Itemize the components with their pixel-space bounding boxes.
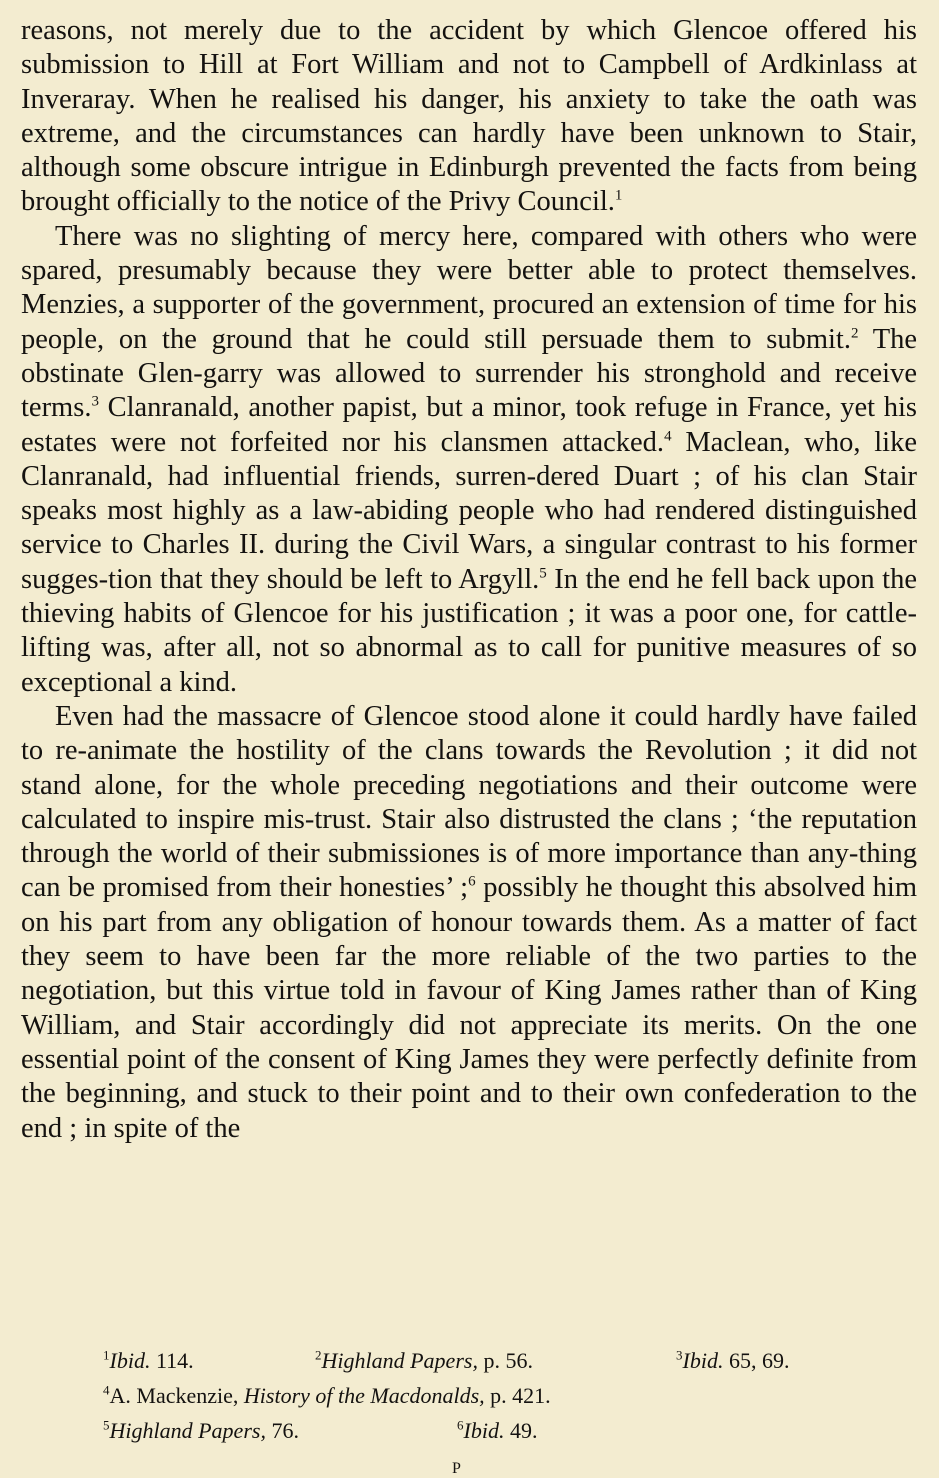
text-run: Maclean, who, like Clanranald, had influential friends, surren-dered Duart ; of his clan Stair speaks most highly as a law-abiding people who had rendered distinguished service to Charles II. during the Civil Wars, a singular contrast to his former sugges-tion that they should be left to Argyll.: [21, 426, 917, 595]
footnote-text: 49.: [504, 1418, 538, 1443]
text-run: reasons, not merely due to the accident by which Glencoe offered his submission to Hill at Fort William and not to Campbell of Ardkinlass at Inveraray. When he realised his danger, his anxiety to take the oath was extreme, and the circumstances can hardly have been unknown to Stair, although some obscure intrigue in Edinburgh prevented the facts from being brought officially to the notice of the Privy Council.: [21, 15, 917, 218]
text-run: There was no slighting of mercy here, compared with others who were spared, presumably because they were better able to protect themselves. Menzies, a supporter of the government, procured an extension of time for his people, on the ground that he could still persuade them to submit.: [21, 220, 917, 355]
footnote-number: 5: [103, 1417, 110, 1433]
footnote-title: Highland Papers,: [109, 1418, 266, 1443]
footnote-title: History of the Macdonalds,: [243, 1383, 485, 1408]
footnote-number: 1: [103, 1347, 110, 1363]
footnote-number: 3: [676, 1347, 683, 1363]
paragraph-3: [21, 700, 917, 1146]
text-run: Even had the massacre of Glencoe stood alone it could hardly have failed to re-animate the hostility of the clans towards the Revolution ; it did not stand alone, for the whole preceding negotiations and their outcome were calculated to inspire mis-trust. Stair also distrusted the clans ; ‘the reputation through the world of their submissiones is of more importance than any-thing can be promised from their honesties’ ;: [21, 700, 917, 904]
footnote-title: Highland Papers,: [321, 1348, 478, 1373]
paragraph-1: [21, 14, 917, 220]
footnote-ref[interactable]: 2: [850, 325, 859, 342]
footnote-3: [676, 1348, 789, 1374]
footnote-line: [0, 1418, 939, 1453]
footnote-line: [0, 1383, 939, 1418]
footnote-text: p. 56.: [477, 1348, 533, 1373]
footnote-ref[interactable]: 1: [614, 187, 623, 204]
footnote-number: 4: [103, 1382, 110, 1398]
footnote-ref[interactable]: 3: [91, 393, 99, 410]
footnote-ref[interactable]: 4: [664, 428, 672, 445]
text-run: The obstinate Glen-garry was allowed to surrender his stronghold and receive terms.: [21, 323, 918, 424]
footnote-1: [103, 1348, 194, 1374]
footnote-2: [315, 1348, 533, 1374]
footnote-ref[interactable]: 6: [468, 873, 476, 890]
footnote-text: 76.: [265, 1418, 299, 1443]
footnote-ref[interactable]: 5: [539, 565, 547, 582]
text-run: In the end he fell back upon the thieving habits of Glencoe for his justification ; it was a poor one, for cattle-lifting was, after all, not so abnormal as to call for punitive measures of so exceptional a kind.: [21, 563, 917, 698]
footnote-number: 2: [315, 1347, 322, 1363]
footnote-title: Ibid.: [682, 1348, 724, 1373]
footnote-text: 65, 69.: [723, 1348, 790, 1373]
footnote-title: Ibid.: [463, 1418, 505, 1443]
main-text: [21, 14, 917, 1146]
footnote-6: [457, 1418, 537, 1444]
footnote-text: 114.: [150, 1348, 194, 1373]
text-run: possibly he thought this absolved him on his part from any obligation of honour towards them. As a matter of fact they seem to have been far the more reliable of the two parties to the negotiation, but this virtue told in favour of King James rather than of King William, and Stair accordingly did not appreciate its merits. On the one essential point of the consent of King James they were perfectly definite from the beginning, and stuck to their point and to their own confederation to the end ; in spite of the: [21, 872, 917, 1144]
footnote-5: [103, 1418, 299, 1444]
footnotes: [0, 1348, 939, 1453]
footnote-text: p. 421.: [484, 1383, 551, 1408]
text-run: Clanranald, another papist, but a minor, took refuge in France, yet his estates were not forfeited nor his clansmen attacked.: [21, 392, 917, 458]
footnote-4: [103, 1383, 551, 1409]
paragraph-2: [21, 220, 917, 700]
footnote-number: 6: [457, 1417, 464, 1433]
footnote-line: [0, 1348, 939, 1383]
footnote-author: A. Mackenzie,: [109, 1383, 244, 1408]
footnote-title: Ibid.: [109, 1348, 151, 1373]
signature-mark: P: [452, 1460, 461, 1477]
